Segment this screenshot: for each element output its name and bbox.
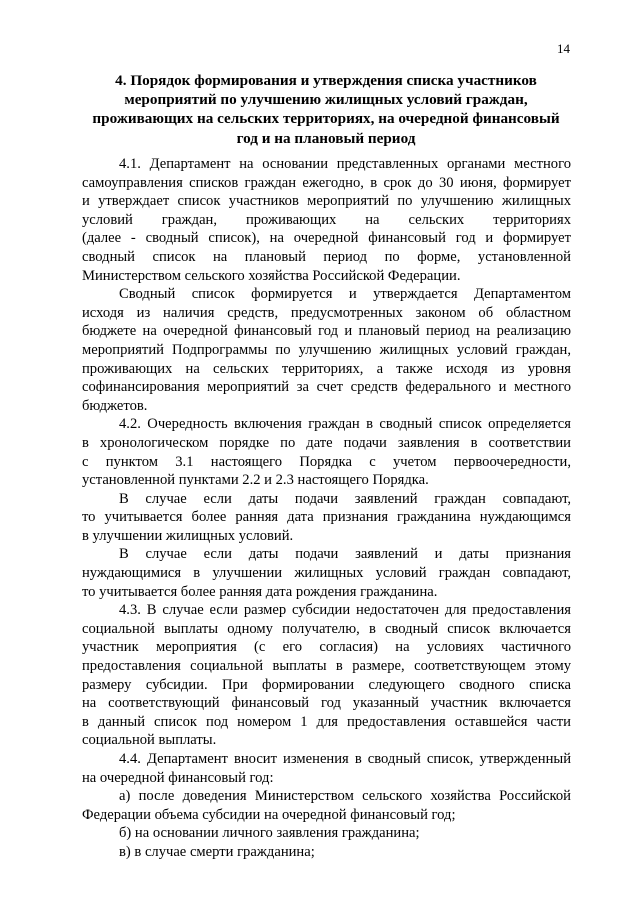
list-item-a-line: а) после доведения Министерством сельского хозяйства Российской [119, 788, 571, 805]
paragraph-4-1-line: сводный список на плановый период по форме, установленной [82, 248, 571, 265]
heading-line: год и на плановый период [236, 129, 416, 147]
list-item-b-line: б) на основании личного заявления гражданина; [119, 825, 420, 842]
paragraph-4-3-line: социальной выплаты. [82, 732, 217, 749]
paragraph-4-3-line: предоставления социальной выплаты в размере, соответствующем этому [82, 658, 571, 675]
paragraph-4-3-line: 4.3. В случае если размер субсидии недостаточен для предоставления [119, 602, 571, 619]
paragraph-same-recognition-line: нуждающимися в улучшении жилищных условий граждан совпадают, [82, 565, 571, 582]
paragraph-4-2-line: 4.2. Очередность включения граждан в сводный список определяется [119, 416, 571, 433]
paragraph-4-1-line: условий граждан, проживающих на сельских территориях [82, 211, 571, 228]
paragraph-4-1-line: (далее - сводный список), на очередной финансовый год и формирует [82, 230, 571, 247]
paragraph-4-3-line: участник мероприятия (с его согласия) на условиях частичного [82, 639, 571, 656]
heading-line: мероприятий по улучшению жилищных условий граждан, [124, 91, 528, 109]
paragraph-summary-line: Сводный список формируется и утверждается Департаментом [119, 286, 571, 303]
page-number: 14 [557, 41, 570, 56]
list-item-v-line: в) в случае смерти гражданина; [119, 843, 315, 860]
paragraph-same-date-line: в улучшении жилищных условий. [82, 527, 294, 544]
paragraph-4-3-line: на соответствующий финансовый год указанный участник включается [82, 695, 571, 712]
paragraph-same-date-line: то учитывается более ранняя дата признания гражданина нуждающимся [82, 509, 571, 526]
paragraph-summary-line: софинансирования мероприятий за счет средств федерального и местного [82, 379, 571, 396]
paragraph-4-1-line: и утверждает список участников мероприятий по улучшению жилищных [82, 193, 571, 210]
paragraph-4-3-line: социальной выплаты одному получателю, в сводный список включается [82, 620, 571, 637]
heading-line: проживающих на сельских территориях, на очередной финансовый [92, 110, 560, 128]
paragraph-summary-line: мероприятий Подпрограммы по улучшению жилищных условий граждан, [82, 341, 571, 358]
paragraph-4-2-line: с пунктом 3.1 настоящего Порядка с учетом первоочередности, [82, 453, 571, 470]
paragraph-4-2-line: установленной пунктами 2.2 и 2.3 настоящего Порядка. [82, 472, 429, 489]
paragraph-4-1-line: 4.1. Департамент на основании представленных органами местного [119, 156, 571, 172]
paragraph-summary-line: проживающих на сельских территориях, а также исходя из уровня [82, 360, 571, 377]
paragraph-summary-line: бюджете на очередной финансовый год и плановый период на реализацию [82, 323, 571, 340]
list-item-a-line: Федерации объема субсидии на очередной финансовый год; [82, 806, 456, 823]
paragraph-summary-line: исходя из наличия средств, предусмотренных законом об областном [82, 304, 571, 321]
paragraph-same-recognition-line: то учитывается более ранняя дата рождения гражданина. [82, 583, 438, 600]
paragraph-same-date-line: В случае если даты подачи заявлений граждан совпадают, [119, 490, 571, 507]
paragraph-4-3-line: в данный список под номером 1 для предоставления оставшейся части [82, 713, 571, 730]
paragraph-4-3-line: размеру субсидии. При формировании следующего сводного списка [82, 676, 571, 693]
paragraph-4-1-line: самоуправления списков граждан ежегодно, в срок до 30 июня, формирует [82, 174, 571, 191]
paragraph-same-recognition-line: В случае если даты подачи заявлений и даты признания [119, 546, 571, 563]
heading-line: 4. Порядок формирования и утверждения списка участников [115, 72, 537, 89]
section-heading [84, 71, 568, 148]
paragraph-4-1-line: Министерством сельского хозяйства Российской Федерации. [82, 267, 461, 284]
paragraph-summary-line: бюджетов. [82, 397, 148, 414]
body-text [82, 155, 571, 862]
paragraph-4-4-line: на очередной финансовый год: [82, 769, 274, 786]
paragraph-4-4-line: 4.4. Департамент вносит изменения в сводный список, утвержденный [119, 751, 571, 767]
paragraph-4-2-line: в хронологическом порядке по дате подачи заявления в соответствии [82, 434, 571, 451]
